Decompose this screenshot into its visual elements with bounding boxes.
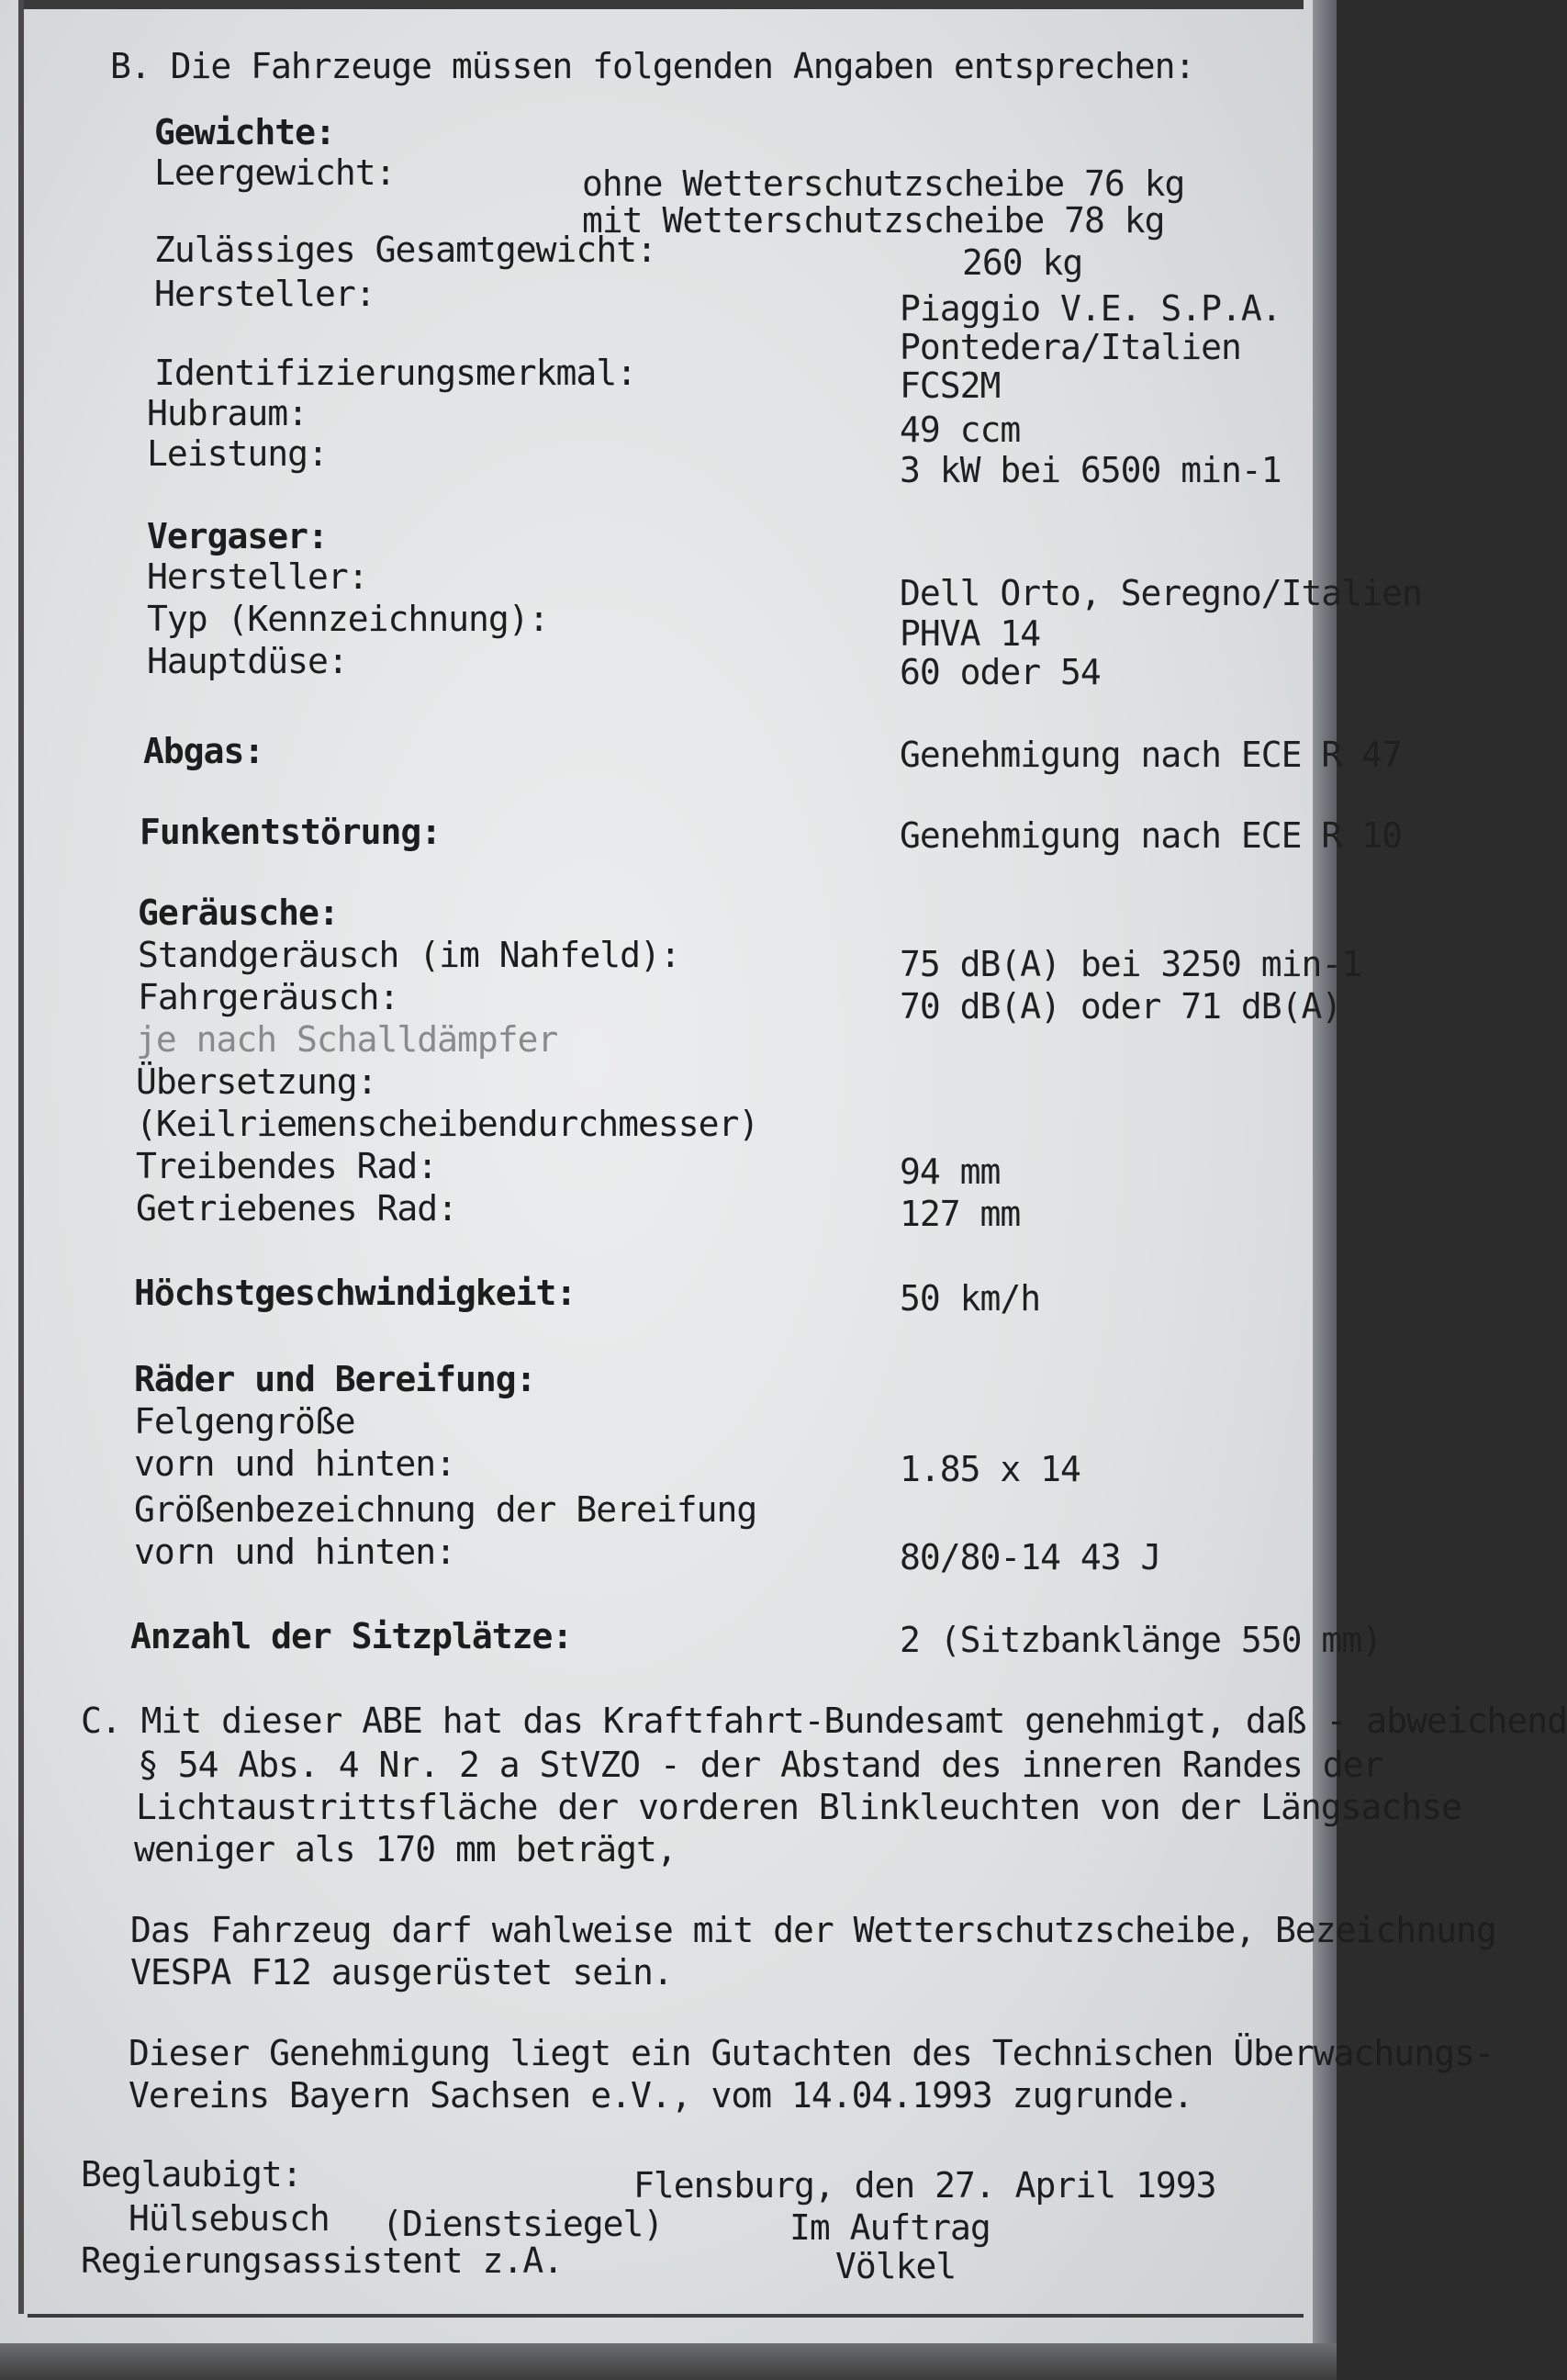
leergewicht-mit: mit Wetterschutzscheibe 78 kg xyxy=(582,200,1165,241)
treibendes-rad-label: Treibendes Rad: xyxy=(136,1146,438,1186)
fahrgeraeusch-value: 70 dB(A) oder 71 dB(A) xyxy=(900,986,1342,1027)
felgen-vorn-hinten-label: vorn und hinten: xyxy=(134,1443,456,1484)
regierungsassistent-title: Regierungsassistent z.A. xyxy=(81,2240,564,2281)
im-auftrag-label: Im Auftrag xyxy=(789,2207,991,2248)
standgeraeusch-value: 75 dB(A) bei 3250 min-1 xyxy=(900,944,1362,984)
leergewicht-label: Leergewicht: xyxy=(154,152,396,193)
funkentstoerung-label: Funkentstörung: xyxy=(140,812,442,852)
section-c-line-2: § 54 Abs. 4 Nr. 2 a StVZO - der Abstand des inneren Randes der xyxy=(138,1745,1383,1785)
section-c-line-3: Lichtaustrittsfläche der vorderen Blinkleuchten von der Längsachse xyxy=(136,1787,1461,1827)
abgas-label: Abgas: xyxy=(143,731,264,771)
ident-label: Identifizierungsmerkmal: xyxy=(154,353,637,393)
groessenbezeichnung-value: 80/80-14 43 J xyxy=(900,1537,1161,1577)
leistung-label: Leistung: xyxy=(147,433,328,474)
typ-label: Typ (Kennzeichnung): xyxy=(147,599,549,639)
signer-name: Völkel xyxy=(835,2246,957,2286)
gewichte-title: Gewichte: xyxy=(154,112,335,152)
photo-right-edge xyxy=(1313,0,1337,2380)
hulsebusch-name: Hülsebusch xyxy=(129,2198,330,2239)
hubraum-value: 49 ccm xyxy=(900,410,1021,450)
section-c-para2-line-2: VESPA F12 ausgerüstet sein. xyxy=(130,1952,673,1993)
abgas-value: Genehmigung nach ECE R 47 xyxy=(900,735,1402,775)
section-c-para2-line-1: Das Fahrzeug darf wahlweise mit der Wetterschutzscheibe, Bezeichnung xyxy=(130,1910,1496,1950)
typ-value: PHVA 14 xyxy=(900,613,1041,654)
hersteller-value-2: Pontedera/Italien xyxy=(900,327,1241,367)
photo-bottom-edge xyxy=(0,2343,1337,2380)
section-c-line-1: C. Mit dieser ABE hat das Kraftfahrt-Bundesamt genehmigt, daß - abweichend xyxy=(81,1701,1567,1741)
leergewicht-ohne: ohne Wetterschutzscheibe 76 kg xyxy=(582,163,1185,204)
sitzplaetze-value: 2 (Sitzbanklänge 550 mm) xyxy=(900,1620,1382,1660)
dienstsiegel-label: (Dienstsiegel) xyxy=(382,2204,664,2244)
bereifung-vorn-hinten-label: vorn und hinten: xyxy=(134,1532,456,1572)
uebersetzung-label: Übersetzung: xyxy=(136,1061,377,1102)
vergaser-title: Vergaser: xyxy=(147,516,328,556)
geraeusche-title: Geräusche: xyxy=(138,892,339,933)
ident-value: FCS2M xyxy=(900,365,1001,406)
sitzplaetze-label: Anzahl der Sitzplätze: xyxy=(130,1616,573,1656)
section-c-para3-line-1: Dieser Genehmigung liegt ein Gutachten des Technischen Überwachungs- xyxy=(129,2033,1494,2073)
hauptduese-label: Hauptdüse: xyxy=(147,641,348,681)
place-date: Flensburg, den 27. April 1993 xyxy=(633,2165,1216,2206)
section-c-para3-line-2: Vereins Bayern Sachsen e.V., vom 14.04.1993 zugrunde. xyxy=(129,2075,1193,2116)
schalldaempfer-note: je nach Schalldämpfer xyxy=(136,1019,558,1060)
hersteller-label: Hersteller: xyxy=(154,274,375,314)
section-c-line-4: weniger als 170 mm beträgt, xyxy=(134,1829,677,1869)
hoechstgeschwindigkeit-label: Höchstgeschwindigkeit: xyxy=(134,1273,576,1313)
hauptduese-value: 60 oder 54 xyxy=(900,652,1101,692)
felgengroesse-label: Felgengröße xyxy=(134,1401,355,1442)
getriebenes-rad-value: 127 mm xyxy=(900,1194,1021,1234)
left-border-line xyxy=(18,0,24,2314)
top-border-line xyxy=(18,0,1304,9)
vergaser-hersteller-label: Hersteller: xyxy=(147,556,368,597)
standgeraeusch-label: Standgeräusch (im Nahfeld): xyxy=(138,935,680,975)
beglaubigt-label: Beglaubigt: xyxy=(81,2154,302,2195)
hersteller-value-1: Piaggio V.E. S.P.A. xyxy=(900,288,1282,329)
funkentstoerung-value: Genehmigung nach ECE R 10 xyxy=(900,815,1402,856)
leistung-value: 3 kW bei 6500 min-1 xyxy=(900,450,1282,490)
bottom-border-line xyxy=(28,2314,1304,2318)
hubraum-label: Hubraum: xyxy=(147,393,308,433)
fahrgeraeusch-label: Fahrgeräusch: xyxy=(138,977,399,1017)
raeder-title: Räder und Bereifung: xyxy=(134,1359,536,1399)
getriebenes-rad-label: Getriebenes Rad: xyxy=(136,1188,458,1229)
keilriemen-label: (Keilriemenscheibendurchmesser) xyxy=(136,1104,759,1144)
groessenbezeichnung-label: Größenbezeichnung der Bereifung xyxy=(134,1489,757,1530)
gesamtgewicht-label: Zulässiges Gesamtgewicht: xyxy=(154,230,656,270)
hoechstgeschwindigkeit-value: 50 km/h xyxy=(900,1278,1041,1319)
felgengroesse-value: 1.85 x 14 xyxy=(900,1449,1080,1489)
treibendes-rad-value: 94 mm xyxy=(900,1151,1001,1192)
gesamtgewicht-value: 260 kg xyxy=(962,242,1083,283)
vergaser-hersteller-value: Dell Orto, Seregno/Italien xyxy=(900,573,1422,613)
section-b-heading: B. Die Fahrzeuge müssen folgenden Angaben entsprechen: xyxy=(110,46,1195,86)
